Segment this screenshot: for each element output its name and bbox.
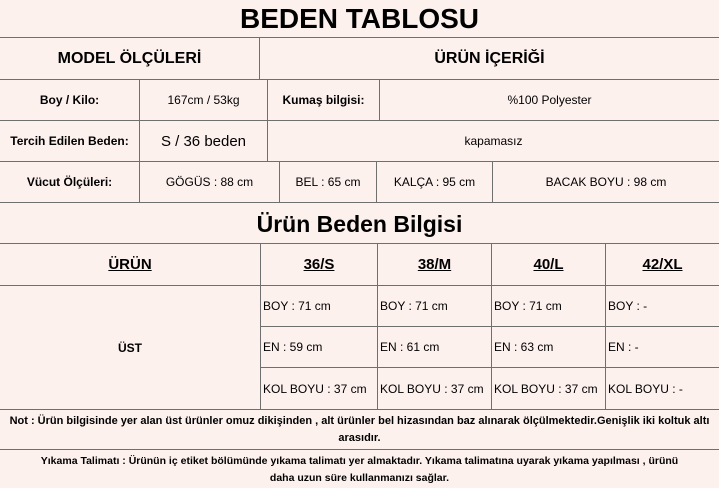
length-38m: BOY : 71 cm [378, 286, 492, 327]
chest-measurement: GÖGÜS : 88 cm [140, 162, 280, 203]
size-header-36s: 36/S [261, 244, 378, 286]
size-header-40l: 40/L [492, 244, 606, 286]
model-measurements-header: MODEL ÖLÇÜLERİ [0, 38, 260, 80]
leg-length-measurement: BACAK BOYU : 98 cm [493, 162, 719, 203]
preferred-size-value: S / 36 beden [140, 121, 268, 162]
divider [0, 449, 719, 450]
length-36s: BOY : 71 cm [261, 286, 378, 327]
sleeve-42xl: KOL BOYU : - [606, 368, 719, 410]
measurement-note-line: Not : Ürün bilgisinde yer alan üst ürünler omuz dikişinden , alt ürünler bel hizasından baz alınarak ölçülmektedir.Genişlik iki koltuk altı [9, 415, 710, 427]
waist-measurement: BEL : 65 cm [280, 162, 377, 203]
washing-instructions [0, 453, 719, 487]
size-header-product: ÜRÜN [0, 244, 261, 286]
measurement-note-line: arasıdır. [338, 432, 381, 444]
washing-instructions-line: Yıkama Talimatı : Ürünün iç etiket bölümünde yıkama talimatı yer almaktadır. Yıkama talimatına uyarak yıkama yapılması , ürünü [40, 455, 679, 467]
page-title: BEDEN TABLOSU [239, 3, 480, 34]
measurement-note [0, 413, 719, 447]
height-weight-label: Boy / Kilo: [0, 80, 140, 121]
size-header-42xl: 42/XL [606, 244, 719, 286]
fabric-label: Kumaş bilgisi: [268, 80, 380, 121]
length-40l: BOY : 71 cm [492, 286, 606, 327]
sleeve-40l: KOL BOYU : 37 cm [492, 368, 606, 410]
height-weight-value: 167cm / 53kg [140, 80, 268, 121]
width-36s: EN : 59 cm [261, 327, 378, 368]
width-40l: EN : 63 cm [492, 327, 606, 368]
width-42xl: EN : - [606, 327, 719, 368]
body-measurements-label: Vücut Ölçüleri: [0, 162, 140, 203]
product-type-cell: ÜST [0, 286, 261, 410]
closure-value: kapamasız [268, 121, 719, 162]
preferred-size-label: Tercih Edilen Beden: [0, 121, 140, 162]
fabric-value: %100 Polyester [380, 80, 719, 121]
product-content-header: ÜRÜN İÇERİĞİ [260, 38, 719, 80]
size-info-title: Ürün Beden Bilgisi [256, 210, 463, 237]
sleeve-38m: KOL BOYU : 37 cm [378, 368, 492, 410]
washing-instructions-line: daha uzun süre kullanmanızı sağlar. [269, 472, 450, 484]
length-42xl: BOY : - [606, 286, 719, 327]
hip-measurement: KALÇA : 95 cm [377, 162, 493, 203]
size-header-38m: 38/M [378, 244, 492, 286]
width-38m: EN : 61 cm [378, 327, 492, 368]
sleeve-36s: KOL BOYU : 37 cm [261, 368, 378, 410]
